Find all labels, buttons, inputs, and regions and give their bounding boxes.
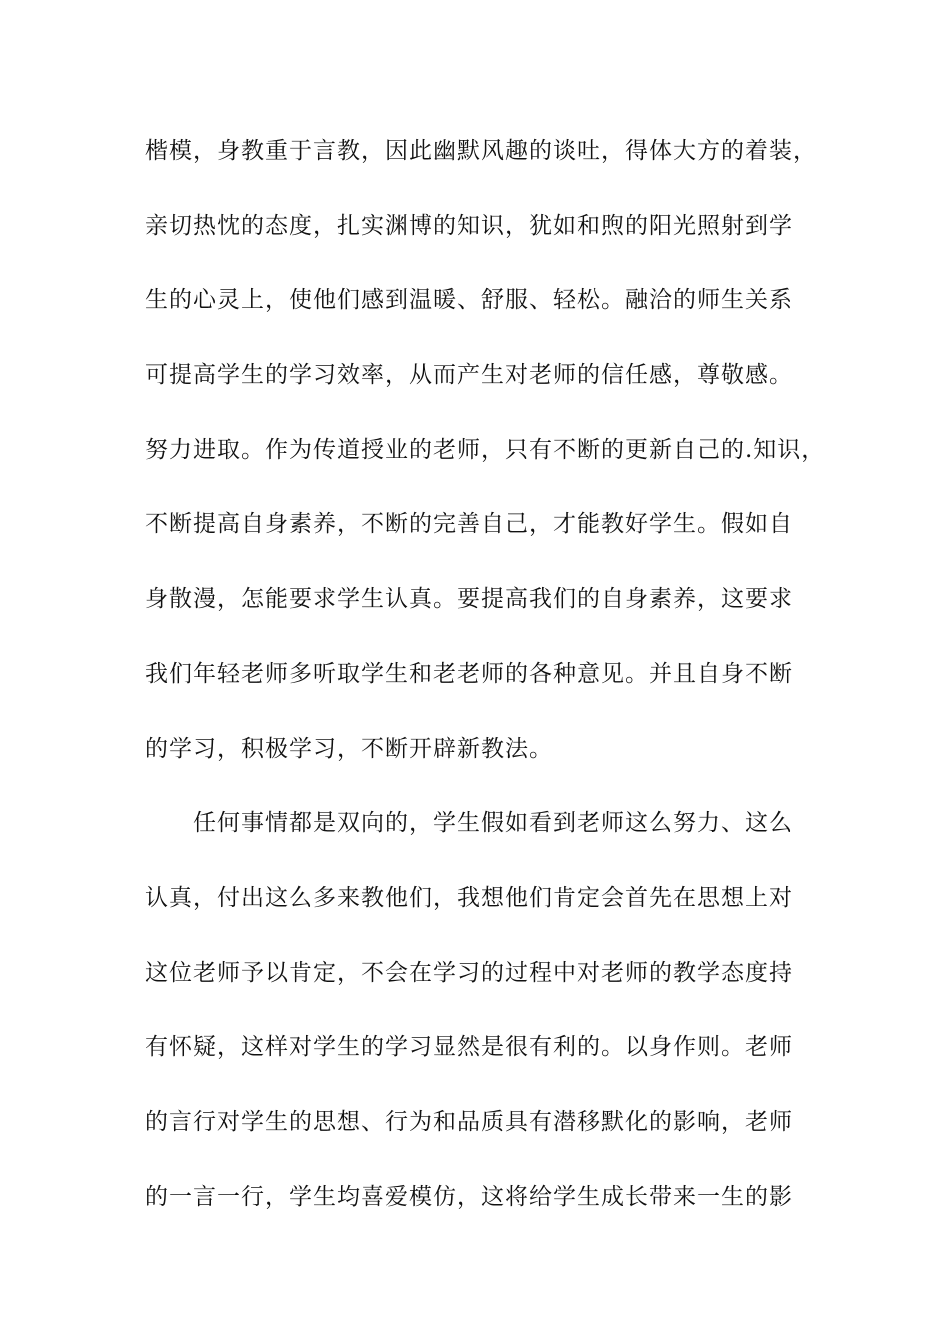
text-line: 认真，付出这么多来教他们，我想他们肯定会首先在思想上对 (145, 884, 793, 911)
text-line: 这位老师予以肯定，不会在学习的过程中对老师的教学态度持 (145, 959, 793, 986)
text-line: 的一言一行，学生均喜爱模仿，这将给学生成长带来一生的影 (145, 1183, 793, 1210)
text-line: 我们年轻老师多听取学生和老老师的各种意见。并且自身不断 (145, 660, 793, 687)
paragraph-start-line: 任何事情都是双向的，学生假如看到老师这么努力、这么 (193, 810, 793, 837)
text-line: 可提高学生的学习效率，从而产生对老师的信任感，尊敬感。 (145, 362, 793, 389)
text-line: 的言行对学生的思想、行为和品质具有潜移默化的影响，老师 (145, 1108, 793, 1135)
text-line: 的学习，积极学习，不断开辟新教法。 (145, 735, 553, 762)
text-line: 亲切热忱的态度，扎实渊博的知识，犹如和煦的阳光照射到学 (145, 212, 793, 239)
text-line: 生的心灵上，使他们感到温暖、舒服、轻松。融洽的师生关系 (145, 287, 793, 314)
text-line: 有怀疑，这样对学生的学习显然是很有利的。以身作则。老师 (145, 1034, 793, 1061)
body-text (145, 128, 835, 1248)
text-line: 身散漫，怎能要求学生认真。要提高我们的自身素养，这要求 (145, 586, 793, 613)
text-line: 不断提高自身素养，不断的完善自己，才能教好学生。假如自 (145, 511, 793, 538)
text-line: 努力进取。作为传道授业的老师，只有不断的更新自己的.知识， (145, 436, 826, 463)
text-line: 楷模，身教重于言教，因此幽默风趣的谈吐，得体大方的着装， (145, 138, 817, 164)
